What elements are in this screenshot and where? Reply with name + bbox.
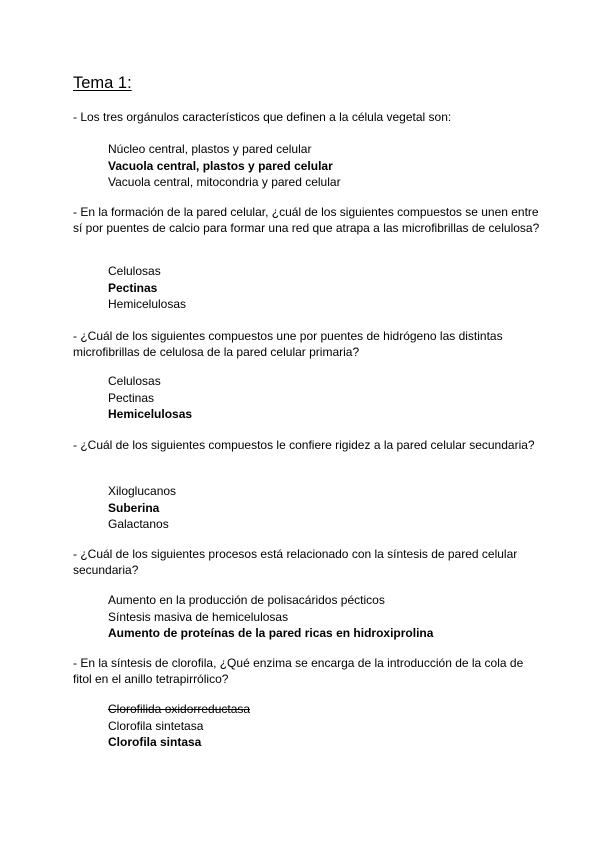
question-text: - ¿Cuál de los siguientes compuestos une por puentes de hidrógeno las distintas microfibrillas de celulosa de la pared celular primaria? bbox=[73, 329, 503, 359]
answer-option-correct: Aumento de proteínas de la pared ricas en hidroxiprolina bbox=[108, 626, 434, 640]
answer-option: Clorofila sintetasa bbox=[108, 718, 204, 733]
question-text: - En la formación de la pared celular, ¿cuál de los siguientes compuestos se unen entre sí por puentes de calcio para formar una red que atrapa a las microfibrillas de celulosa? bbox=[73, 205, 540, 235]
question-text: - En la síntesis de clorofila, ¿Qué enzima se encarga de la introducción de la cola de fitol en el anillo tetrapirrólico? bbox=[73, 656, 524, 686]
answer-option: Pectinas bbox=[108, 390, 155, 405]
answer-options bbox=[108, 701, 250, 751]
answer-option: Celulosas bbox=[108, 374, 161, 388]
answer-options bbox=[108, 483, 176, 533]
answer-options bbox=[108, 592, 433, 642]
answer-option-correct: Pectinas bbox=[108, 280, 158, 295]
answer-option-struck: Clorofilida oxidorreductasa bbox=[108, 702, 251, 716]
answer-option: Aumento en la producción de polisacáridos pécticos bbox=[108, 593, 385, 607]
answer-option: Síntesis masiva de hemicelulosas bbox=[108, 609, 289, 624]
answer-option-correct: Hemicelulosas bbox=[108, 407, 193, 421]
answer-options bbox=[108, 373, 192, 423]
answer-option-correct: Suberina bbox=[108, 500, 160, 515]
answer-option-correct: Clorofila sintasa bbox=[108, 735, 202, 749]
question-text: - Los tres orgánulos característicos que definen a la célula vegetal son: bbox=[73, 110, 452, 124]
answer-option: Celulosas bbox=[108, 264, 161, 278]
answer-option: Xiloglucanos bbox=[108, 484, 177, 498]
answer-option: Núcleo central, plastos y pared celular bbox=[108, 142, 312, 156]
page-title: Tema 1: bbox=[73, 74, 132, 92]
question-text: - ¿Cuál de los siguientes procesos está relacionado con la síntesis de pared celular secundaria? bbox=[73, 547, 518, 577]
answer-option: Hemicelulosas bbox=[108, 297, 187, 311]
answer-options bbox=[108, 141, 341, 191]
answer-option-correct: Vacuola central, plastos y pared celular bbox=[108, 158, 333, 173]
answer-option: Vacuola central, mitocondria y pared celular bbox=[108, 175, 341, 189]
question-text: - ¿Cuál de los siguientes compuestos le confiere rigidez a la pared celular secundaria? bbox=[73, 438, 535, 452]
answer-option: Galactanos bbox=[108, 517, 169, 531]
answer-options bbox=[108, 263, 186, 313]
